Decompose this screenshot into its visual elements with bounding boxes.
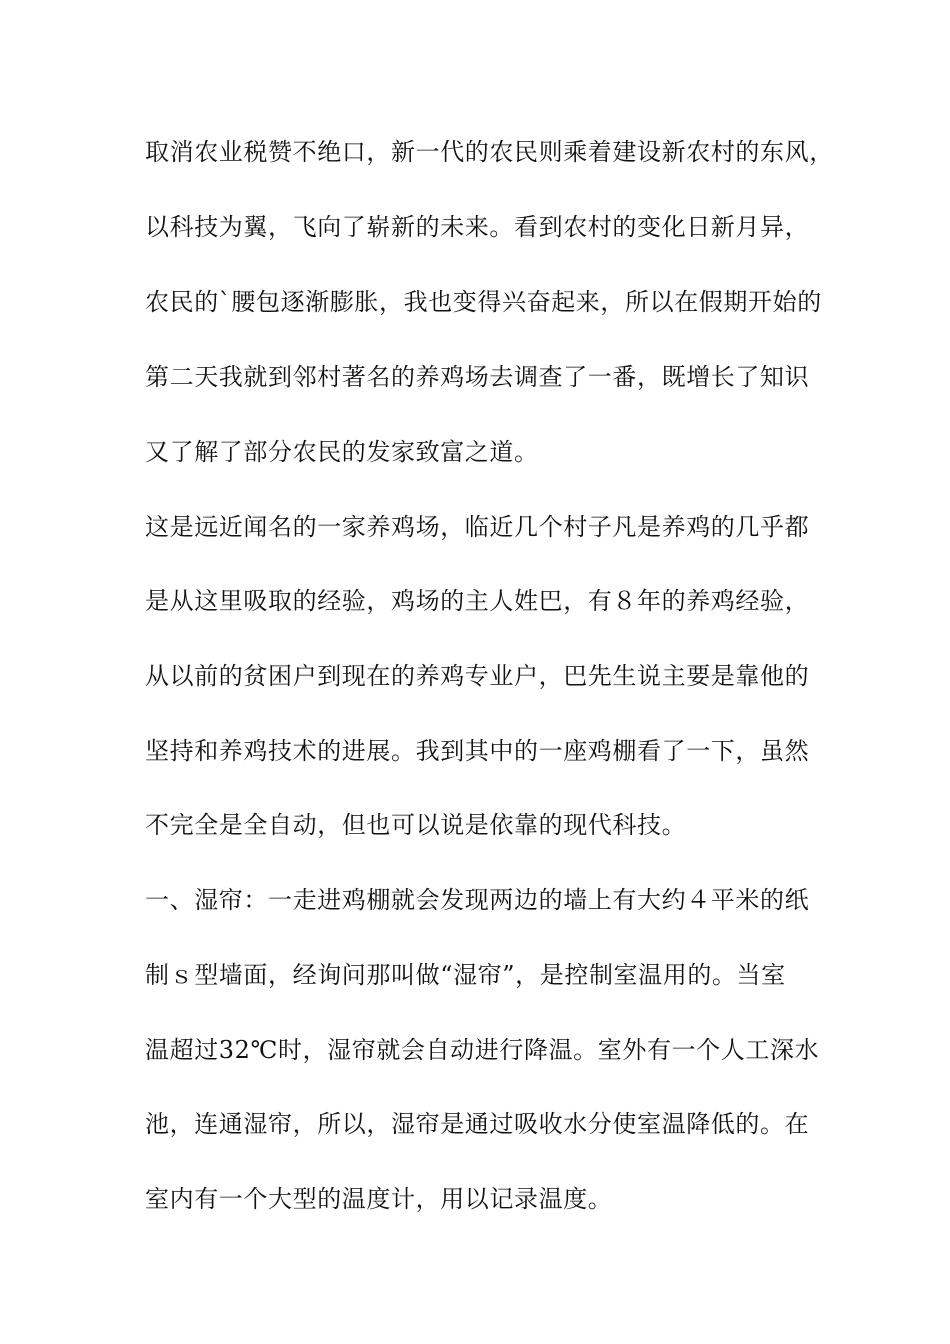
- text-line: 不完全是全自动，但也可以说是依靠的现代科技。: [145, 811, 687, 839]
- text-line: 室内有一个大型的温度计，用以记录温度。: [145, 1185, 613, 1213]
- text-line: 这是远近闻名的一家养鸡场，临近几个村子凡是养鸡的几乎都: [145, 513, 810, 541]
- text-line: 农民的`腰包逐渐膨胀，我也变得兴奋起来，所以在假期开始的: [145, 288, 822, 316]
- text-line: 一、湿帘：一走进鸡棚就会发现两边的墙上有大约４平米的纸: [145, 886, 810, 914]
- text-line: 池，连通湿帘，所以，湿帘是通过吸收水分使室温降低的。在: [145, 1110, 810, 1138]
- text-line: 又了解了部分农民的发家致富之道。: [145, 438, 539, 466]
- text-line: 制ｓ型墙面，经询问那叫做“湿帘”，是控制室温用的。当室: [145, 961, 786, 989]
- text-line: 以科技为翼，飞向了崭新的未来。看到农村的变化日新月异，: [145, 213, 810, 241]
- text-line: 取消农业税赞不绝口，新一代的农民则乘着建设新农村的东风，: [145, 138, 834, 166]
- text-line: 第二天我就到邻村著名的养鸡场去调查了一番，既增长了知识: [145, 363, 810, 391]
- text-line: 坚持和养鸡技术的进展。我到其中的一座鸡棚看了一下，虽然: [145, 737, 810, 765]
- text-line: 温超过32℃时，湿帘就会自动进行降温。室外有一个人工深水: [145, 1036, 820, 1064]
- text-line: 是从这里吸取的经验，鸡场的主人姓巴，有８年的养鸡经验，: [145, 587, 810, 615]
- text-line: 从以前的贫困户到现在的养鸡专业户，巴先生说主要是靠他的: [145, 662, 810, 690]
